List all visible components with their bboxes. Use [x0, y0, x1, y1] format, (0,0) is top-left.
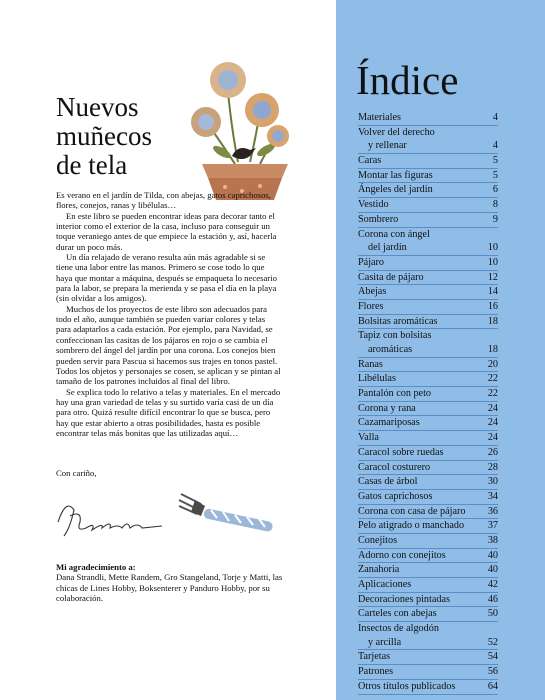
toc-page-number: 24 [487, 402, 498, 414]
acknowledgements [56, 562, 286, 603]
toc-page-number: 52 [487, 636, 498, 648]
toc-page-number: 22 [487, 388, 498, 400]
toc-entry [358, 402, 498, 417]
flower-pot-illustration [180, 52, 310, 202]
toc-label: Decoraciones pintadas [358, 593, 450, 605]
toc-page-number: 12 [487, 271, 498, 283]
toc-page-number: 40 [487, 549, 498, 561]
toc-entry [358, 593, 498, 608]
toc-entry [358, 343, 498, 358]
toc-label: Adorno con conejitos [358, 549, 446, 561]
closing-line: Con cariño, [56, 468, 97, 478]
toc-page-number: 4 [492, 112, 498, 123]
toc-label: Zanahoria [358, 564, 400, 576]
toc-page-number: 37 [487, 520, 498, 532]
ack-text: Dana Strandli, Mette Randem, Gro Stangeland, Torje y Matti, las chicas de Lines Hobby, Boksenterer y Panduro Hobby, por su colaboración. [56, 572, 283, 603]
toc-entry [358, 256, 498, 271]
toc-label: Insectos de algodón [358, 623, 439, 635]
toc-page-number: 36 [487, 505, 498, 517]
toc-page-number: 6 [492, 184, 498, 196]
intro-paragraph: Se explica todo lo relativo a telas y materiales. En el mercado hay una gran variedad de telas y su surtido varía casi de un día para otro. Quizá resulte difícil encontrar lo que se busca, pero hay que estar abierto a otras posibilidades, hasta es posible encontrar telas más bonitas que las utilizadas aquí… [56, 386, 281, 438]
toc-entry [358, 622, 498, 636]
toc-entry [358, 665, 498, 680]
toc-label: Montar las figuras [358, 169, 433, 181]
toc-label: Bolsitas aromáticas [358, 315, 438, 327]
garden-fork-icon [175, 488, 280, 533]
toc-entry [358, 636, 498, 651]
intro-paragraph: Muchos de los proyectos de este libro son adecuados para todo el año, aunque también se pueden variar colores y telas para adaptarlos a cada estación. Por ejemplo, para Navidad, se confeccionan las casitas de los pájaros en rojo o se cambia el sombrero del ángel del jardín por una corona. Los conejos bien pueden servir para Pascua si hacemos sus trajes en tonos pastel. Todos los objetos y personajes se cosen, se aplican y se pintan al tamaño de los patrones incluidos al final del libro. [56, 303, 281, 387]
toc-label: Pájaro [358, 256, 385, 268]
toc-page-number: 5 [492, 169, 498, 181]
toc-label: Caracol sobre ruedas [358, 446, 444, 458]
toc-entry [358, 446, 498, 461]
intro-paragraph: Es verano en el jardín de Tilda, con abejas, gatos caprichosos, flores, conejos, ranas y libélulas… [56, 190, 271, 211]
toc-page-number: 16 [487, 300, 498, 312]
toc-page-number: 20 [487, 358, 498, 370]
toc-label: Abejas [358, 286, 387, 298]
toc-label: Casas de árbol [358, 476, 418, 488]
toc-page-number: 4 [492, 140, 498, 152]
toc-label: Casita de pájaro [358, 271, 424, 283]
toc-entry [358, 198, 498, 213]
toc-page-number: 28 [487, 461, 498, 473]
toc-entry [358, 111, 498, 126]
signature-scribble [52, 492, 167, 542]
toc-page-number: 18 [487, 344, 498, 355]
toc-page-number: 38 [487, 534, 498, 546]
toc-label: Pantalón con peto [358, 388, 431, 400]
toc-label: Caras [358, 155, 382, 167]
toc-entry [358, 372, 498, 387]
toc-entry [358, 534, 498, 549]
toc-entry [358, 169, 498, 184]
flower-top [210, 62, 246, 98]
toc-page-number: 14 [487, 286, 498, 298]
intro-text [56, 190, 282, 438]
toc-entry [358, 549, 498, 564]
toc-entry [358, 241, 498, 256]
title-line: de tela [56, 150, 128, 180]
toc-entry [358, 680, 498, 695]
toc-page-number: 50 [487, 608, 498, 620]
toc-label: Conejitos [358, 534, 398, 546]
toc-label: Tarjetas [358, 651, 391, 663]
toc-entry [358, 505, 498, 520]
toc-entry [358, 315, 498, 330]
toc-entry [358, 490, 498, 505]
toc-label: Tapiz con bolsitas [358, 330, 432, 342]
toc-label: Materiales [358, 112, 401, 123]
toc-entry [358, 475, 498, 490]
toc-label: Gatos caprichosos [358, 490, 433, 502]
toc-label: Otros títulos publicados [358, 680, 456, 692]
intro-paragraph: Un día relajado de verano resulta aún más agradable si se tiene una labor entre las manos. Primero se cose todo lo que haya que montar a máquina, después se empaqueta lo necesario para la labor, se prepara la merienda y se pasa el día en la playa (sin olvidar a los amigos). [56, 252, 277, 304]
toc-entry [358, 461, 498, 476]
toc-page-number: 8 [492, 199, 498, 211]
toc-page-number: 10 [487, 256, 498, 268]
toc-page-number: 64 [487, 680, 498, 692]
toc-page-number: 30 [487, 476, 498, 488]
toc-label: Vestido [358, 199, 389, 211]
toc-page-number: 9 [492, 213, 498, 225]
toc-label: Corona con casa de pájaro [358, 505, 466, 517]
toc-label: Patrones [358, 666, 394, 678]
toc-label: Sombrero [358, 213, 399, 225]
toc-entry [358, 650, 498, 665]
toc-page-number: 54 [487, 651, 498, 663]
toc-page-number: 34 [487, 490, 498, 502]
toc-label: Pelo atigrado o manchado [358, 520, 465, 532]
toc-page-number: 26 [487, 446, 498, 458]
toc-entry [358, 228, 498, 242]
toc-label: Corona y rana [358, 402, 416, 414]
toc-entry [358, 431, 498, 446]
toc-page-number: 42 [487, 579, 498, 590]
toc-entry [358, 358, 498, 373]
flower-small [267, 125, 289, 147]
toc-entry [358, 519, 498, 534]
toc-label: Valla [358, 432, 379, 444]
index-title: Índice [356, 57, 459, 103]
toc-entry [358, 416, 498, 431]
toc-entry [358, 154, 498, 169]
toc-label: Ángeles del jardín [358, 184, 433, 196]
toc-entry [358, 213, 498, 228]
toc-entry [358, 607, 498, 622]
title-line: Nuevos [56, 92, 139, 122]
toc-page-number: 22 [487, 373, 498, 385]
toc-label: Flores [358, 300, 384, 312]
toc-label: Libélulas [358, 373, 396, 385]
toc-label: y arcilla [368, 636, 402, 648]
toc-label: aromáticas [368, 344, 413, 355]
toc-label: del jardín [368, 242, 407, 254]
flower-right [245, 93, 279, 127]
toc-page-number: 5 [492, 155, 498, 167]
toc-entry [358, 183, 498, 198]
toc-label: Aplicaciones [358, 579, 412, 590]
toc-page-number: 18 [487, 315, 498, 327]
toc-entry [358, 563, 498, 578]
toc-entry [358, 126, 498, 140]
toc-page-number: 10 [487, 242, 498, 254]
toc-page-number: 24 [487, 417, 498, 429]
toc-label: Ranas [358, 358, 383, 370]
toc-entry [358, 300, 498, 315]
ack-heading: Mi agradecimiento a: [56, 562, 136, 572]
toc-entry [358, 329, 498, 343]
toc-page-number: 40 [487, 564, 498, 576]
toc-entry [358, 139, 498, 154]
toc-label: Cazamariposas [358, 417, 420, 429]
intro-paragraph: En este libro se pueden encontrar ideas para decorar tanto el interior como el exterior de la casa, incluso para conseguir un toque veraniego antes de que empiece la estación y, así, hacerla durar un poco más. [56, 210, 277, 252]
table-of-contents [358, 111, 498, 695]
toc-label: Corona con ángel [358, 228, 430, 240]
flower-left [191, 107, 221, 137]
toc-entry [358, 285, 498, 300]
toc-entry [358, 271, 498, 286]
toc-label: Caracol costurero [358, 461, 431, 473]
title-line: muñecos [56, 121, 152, 151]
toc-label: Carteles con abejas [358, 608, 437, 620]
toc-entry [358, 387, 498, 402]
toc-label: y rellenar [368, 140, 407, 152]
toc-entry [358, 578, 498, 593]
toc-page-number: 46 [487, 593, 498, 605]
toc-page-number: 56 [487, 666, 498, 678]
toc-page-number: 24 [487, 432, 498, 444]
toc-label: Volver del derecho [358, 126, 435, 138]
